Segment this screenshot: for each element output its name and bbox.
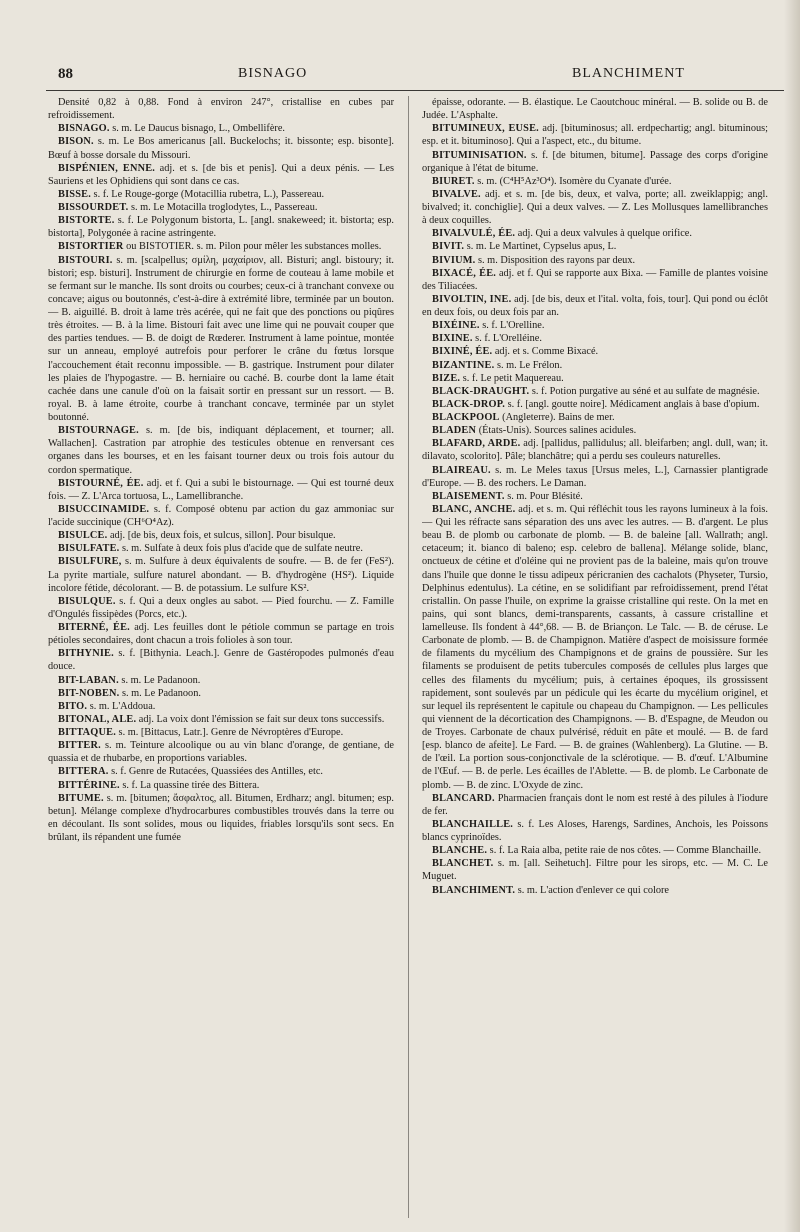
entry-headword: BISULFURE, — [58, 556, 122, 568]
entry-headword: BITTÉRINE. — [58, 779, 120, 791]
dictionary-entry — [422, 857, 768, 883]
entry-headword: BISPÉNIEN, ENNE. — [58, 162, 156, 174]
entry-definition: s. f. La Raia alba, petite raie de nos côtes. — Comme Blanchaille. — [487, 845, 762, 857]
entry-definition: s. f. Potion purgative au séné et au sulfate de magnésie. — [529, 385, 760, 397]
entry-definition: s. m. Le Meles taxus [Ursus meles, L.], Carnassier plantigrade d'Europe. — B. des rochers. Le Daman. — [422, 464, 768, 489]
entry-headword: BLACKPOOL — [432, 412, 500, 423]
dictionary-entry — [48, 713, 394, 726]
dictionary-entry — [422, 503, 768, 792]
entry-headword: BITHYNIE. — [58, 648, 114, 660]
entry-definition: s. m. (C⁴H⁵Az³O⁴). Isomère du Cyanate d'urée. — [474, 175, 672, 187]
entry-definition: s. f. L'Orelléine. — [472, 333, 542, 345]
dictionary-entry — [48, 687, 394, 700]
entry-headword: BLANCHIMENT. — [432, 884, 516, 896]
entry-definition: s. f. L'Orelline. — [479, 320, 545, 332]
entry-definition: adj. [pallidus, pallidulus; all. bleifarben; angl. dull, wan; it. dilavato, scolorito]. Pâle; blanchâtre; qui a perdu ses couleurs naturelles. — [422, 438, 768, 463]
entry-headword: BIVALVULÉ, ÉE. — [432, 228, 516, 240]
entry-definition: adj. [bituminosus; all. erdpechartig; angl. bituminous; esp. et it. bituminoso]. Qui a l'aspect, etc., du bitume. — [422, 123, 768, 148]
entry-definition: adj. et f. Qui se rapporte aux Bixa. — Famille de plantes voisine des Tiliacées. — [422, 267, 768, 292]
entry-definition: s. f. [de bitumen, bitume]. Passage des corps d'origine organique à l'état de bitume. — [422, 149, 768, 174]
dictionary-entry — [48, 96, 394, 122]
entry-headword: BITERNÉ, ÉE. — [58, 622, 130, 633]
header-first-word: BISNAGO — [238, 66, 308, 81]
entry-definition: adj. Qui a deux valvules à quelque orifice. — [515, 228, 692, 240]
dictionary-entry — [48, 214, 394, 240]
entry-headword: BITUMINISATION. — [432, 149, 527, 161]
header-last-word: BLANCHIMENT — [572, 66, 685, 81]
entry-definition: s. f. La quassine tirée des Bittera. — [119, 779, 260, 791]
entry-definition: s. m. Le Padanoon. — [119, 687, 201, 699]
dictionary-entry — [48, 792, 394, 845]
dictionary-entry — [422, 122, 768, 148]
entry-definition: s. f. Genre de Rutacées, Quassiées des Antilles, etc. — [108, 766, 323, 778]
entry-headword: BISON. — [58, 136, 94, 148]
dictionary-entry — [422, 267, 768, 293]
dictionary-entry — [48, 201, 394, 214]
entry-definition: s. m. [bitumen; ἄσφαλτος, all. Bitumen, Erdharz; angl. bitumen; esp. betun]. Mélange complexe d'hydrocarbures combustibles trouvés dans la terre ou en découlant. Ils sont solides, mous ou liquides, friables lorsqu'ils sont secs. En brûlant, ils répandent une fumée — [48, 792, 394, 843]
entry-headword: BLANCHET. — [432, 858, 494, 870]
entry-definition: adj. et s. [de bis et penis]. Qui a deux pénis. — Les Sauriens et les Ophidiens qui sont dans ce cas. — [48, 162, 394, 187]
entry-headword: BIXACÉ, ÉE. — [432, 267, 497, 279]
entry-headword: BLAIREAU. — [432, 464, 491, 476]
right-column — [422, 96, 768, 1226]
entry-definition: s. m. [de bis, indiquant déplacement, et tourner; all. Wallachen]. Castration par atrophie des testicules obtenue en renversant ces organes dans les bourses, et en les faisant tourner deux ou trois fois autour du cordon spermatique. — [48, 425, 394, 476]
entry-definition: adj. et s. Comme Bixacé. — [492, 346, 599, 358]
entry-headword: BISULFATE. — [58, 543, 120, 555]
entry-headword: BIVIUM. — [432, 254, 476, 266]
dictionary-entry — [422, 437, 768, 463]
dictionary-entry — [48, 779, 394, 792]
entry-definition: adj. Les feuilles dont le pétiole commun se partage en trois pétioles secondaires, dont chacun a trois folioles à son tour. — [48, 622, 394, 647]
entry-headword: BLANCHE. — [432, 845, 488, 857]
dictionary-entry — [48, 726, 394, 739]
entry-headword: BISUCCINAMIDE. — [58, 503, 150, 515]
entry-headword: BLAISEMENT. — [432, 490, 505, 502]
entry-definition: s. f. Les Aloses, Harengs, Sardines, Anchois, les Poissons blancs cyprinoïdes. — [422, 818, 768, 843]
dictionary-entry — [48, 700, 394, 713]
dictionary-entry — [422, 332, 768, 345]
entry-headword: BISULCE. — [58, 530, 108, 542]
dictionary-entry — [48, 477, 394, 503]
entry-definition: s. m. Teinture alcoolique ou au vin blanc d'orange, de gentiane, de quassia et de rhubarbe, en proportions variables. — [48, 740, 394, 765]
dictionary-entry — [422, 792, 768, 818]
dictionary-entry — [422, 884, 768, 897]
entry-definition: adj. et s. m. [de bis, deux, et valva, porte; all. zweiklappig; angl. bivalved; it. conchiglie]. Qui a deux valves. — Z. Les Mollusques lamellibranches à deux coquilles. — [422, 188, 768, 227]
entry-headword: BIXINÉ, ÉE. — [432, 346, 493, 358]
entry-headword: BISTORTIER — [58, 241, 124, 253]
dictionary-entry — [422, 844, 768, 857]
entry-headword: BIT-LABAN. — [58, 674, 119, 686]
entry-definition: s. m. [Bittacus, Latr.]. Genre de Névroptères d'Europe. — [115, 727, 344, 738]
entry-definition: (États-Unis). Sources salines acidules. — [476, 425, 637, 437]
entry-definition: s. m. L'Addoua. — [87, 700, 156, 712]
entry-headword: BITTER. — [58, 740, 101, 752]
entry-definition: s. m. Pour Blésité. — [504, 490, 583, 502]
entry-definition: ou BISTOTIER. s. m. Pilon pour mêler les substances molles. — [123, 241, 382, 253]
left-column — [48, 96, 394, 1226]
header-rule — [46, 90, 784, 91]
entry-definition: adj. [de bis, deux fois, et sulcus, sillon]. Pour bisulque. — [107, 530, 336, 542]
entry-definition: s. m. Le Motacilla troglodytes, L., Passereau. — [128, 202, 318, 213]
entry-definition: s. f. Le Rouge-gorge (Motacillia rubetra, L.), Passereau. — [90, 188, 325, 200]
column-divider — [408, 96, 409, 1218]
entry-definition: s. f. Qui a deux ongles au sabot. — Pied fourchu. — Z. Famille d'Ongulés fissipèdes (Porcs, etc.). — [48, 595, 394, 620]
entry-headword: BITONAL, ALE. — [58, 713, 137, 725]
entry-headword: BISSE. — [58, 188, 91, 200]
dictionary-entry — [48, 555, 394, 594]
dictionary-entry — [48, 254, 394, 425]
entry-definition: s. f. Composé obtenu par action du gaz ammoniac sur l'acide succinique (CH⁶O⁴Az). — [48, 503, 394, 528]
dictionary-entry — [48, 162, 394, 188]
entry-definition: adj. et s. m. Qui réfléchit tous les rayons lumineux à la fois. — Qui les réfracte sans séparation des uns avec les autres. — B. d'argent. Le plus beau B. de plomb ou carbonate de plomb. — B. de baleine [all. Wallrath; angl. cetaceum; it. bianco di baleno; esp. celebro de ballena]. Mélange solide, blanc, onctueux de cétine et d'oléine qui ne provient pas de la baleine, mais qu'on trouve dans l'huile que donne le tissu adipeux péricranien des cachalots (Physeter, Tursio, Delphinus edentulus). La cétine, en se solidifiant par refroidissement, prend l'état cristallin. On passe l'huile, on exprime la graisse cristalline qui reste. On la met en pains, qui sont blancs, demi-transparents, cassants, à cassure cristalline et lamelleuse. Ils fondent à 44°,68. — B. de Briançon. Le Talc. — B. de céruse. Le Carbonate de plomb. — B. de Champignon. Matière d'aspect de moisissure formée de filaments du mycélium des Champignons et de grains de poussière. Sur les filaments se produisent de petits tubercules composés de cellules plus larges que celles des filaments du mycélium; puis, à certaines époques, ils grossissent rapidement, sont soulevés par un pédicule qui les écarte du mycélium originel, et sur lequel ils représentent le capitule ou chapeau du Champignon. — Les pellicules qui viennent de la décortication des Champignons. — B. d'Espagne, de Meudon ou de Troyes. Carbonate de chaux pulvérisé, réduit en pâte et moulé. — B. de fard [esp. blanco de afeite]. Le Fard. — B. de graines (Wahlenberg). La Glutine. — B. de l'œil. La portion sous-conjonctivale de la sclérotique. — B. d'œuf. L'Albumine de l'Œuf. — B. de perle. Les écailles de l'Ablette. — B. de plomb. Le Carbonate de plomb. — B. de zinc. L'Oxyde de zinc. — [422, 503, 768, 791]
entry-headword: BIT-NOBEN. — [58, 687, 120, 699]
entry-headword: BISULQUE. — [58, 595, 116, 607]
entry-definition: (Angleterre). Bains de mer. — [499, 412, 615, 423]
dictionary-entry — [422, 319, 768, 332]
dictionary-entry — [422, 818, 768, 844]
page-number: 88 — [58, 66, 73, 82]
entry-definition: s. m. Le Daucus bisnago, L., Ombellifère. — [109, 123, 285, 135]
dictionary-entry — [422, 227, 768, 240]
entry-definition: s. f. [Bithynia. Leach.]. Genre de Gastéropodes pulmonés d'eau douce. — [48, 648, 394, 673]
entry-definition: adj. et f. Qui a subi le bistournage. — Qui est tourné deux fois. — Z. L'Arca tortuosa, L., Lamellibranche. — [48, 477, 394, 502]
entry-headword: BIURET. — [432, 175, 475, 187]
entry-headword: BITUME. — [58, 792, 104, 804]
entry-headword: BIZANTINE. — [432, 359, 495, 371]
dictionary-entry — [422, 188, 768, 227]
entry-headword: BISSOURDET. — [58, 202, 129, 213]
dictionary-entry — [422, 424, 768, 437]
entry-headword: BLANCARD. — [432, 792, 495, 804]
dictionary-entry — [422, 293, 768, 319]
entry-headword: BISTOURNAGE. — [58, 425, 139, 437]
entry-headword: BISTOURNÉ, ÉE. — [58, 477, 144, 489]
entry-headword: BITO. — [58, 700, 88, 712]
dictionary-entry — [48, 240, 394, 253]
entry-definition: s. f. Le petit Maquereau. — [460, 372, 564, 384]
entry-headword: BIXINE. — [432, 333, 473, 345]
entry-definition: adj. [de bis, deux et l'ital. volta, fois, tour]. Qui pond ou éclôt en deux fois, ou deux fois par an. — [422, 293, 768, 318]
dictionary-entry — [422, 411, 768, 424]
entry-definition: s. m. Sulfure à deux équivalents de soufre. — B. de fer (FeS²). La pyrite martiale, sulfure naturel abondant. — B. d'hydrogène (HS²). Liquide incolore fétide, décolorant. — B. de potassium. Le sulfure KS². — [48, 556, 394, 594]
dictionary-entry — [422, 464, 768, 490]
entry-definition: s. m. Disposition des rayons par deux. — [475, 254, 636, 266]
entry-headword: BLADEN — [432, 425, 477, 437]
dictionary-entry — [48, 135, 394, 161]
dictionary-entry — [48, 647, 394, 673]
dictionary-entry — [48, 503, 394, 529]
entry-headword: BITTAQUE. — [58, 727, 116, 738]
dictionary-entry — [422, 372, 768, 385]
page-edge-shadow — [784, 0, 800, 1232]
dictionary-entry — [422, 385, 768, 398]
entry-definition: s. m. L'action d'enlever ce qui colore — [515, 884, 669, 896]
dictionary-entry — [48, 674, 394, 687]
entry-definition: s. m. Le Frélon. — [494, 359, 563, 371]
entry-definition: épaisse, odorante. — B. élastique. Le Caoutchouc minéral. — B. solide ou B. de Judée. L'Asphalte. — [422, 97, 768, 122]
entry-definition: Densité 0,82 à 0,88. Fond à environ 247°, cristallise en cubes par refroidissement. — [48, 97, 394, 122]
entry-headword: BISNAGO. — [58, 123, 110, 135]
entry-headword: BIVOLTIN, INE. — [432, 293, 512, 305]
dictionary-entry — [422, 175, 768, 188]
dictionary-entry — [48, 542, 394, 555]
running-header — [0, 66, 800, 88]
entry-headword: BIVIT. — [432, 241, 465, 253]
dictionary-entry — [422, 240, 768, 253]
entry-headword: BLANC, ANCHE. — [432, 503, 516, 515]
dictionary-entry — [48, 529, 394, 542]
dictionary-entry — [422, 149, 768, 175]
entry-definition: s. m. Le Bos americanus [all. Buckelochs; it. bissonte; esp. bisonte]. Bœuf à bosse dorsale du Missouri. — [48, 136, 394, 161]
dictionary-entry — [48, 765, 394, 778]
entry-headword: BISTOURI. — [58, 254, 113, 266]
entry-definition: s. f. Le Polygonum bistorta, L. [angl. snakeweed; it. bistorta; esp. bistorta], Polygonée à racine astringente. — [48, 215, 394, 240]
entry-definition: s. m. Le Padanoon. — [118, 674, 201, 686]
dictionary-entry — [422, 490, 768, 503]
entry-headword: BIXÉINE. — [432, 320, 480, 332]
dictionary-entry — [422, 345, 768, 358]
entry-definition: s. m. Sulfate à deux fois plus d'acide que de sulfate neutre. — [119, 543, 363, 555]
entry-headword: BISTORTE. — [58, 215, 115, 227]
entry-headword: BITTERA. — [58, 766, 109, 778]
entry-headword: BLANCHAILLE. — [432, 818, 514, 830]
dictionary-entry — [48, 424, 394, 477]
entry-definition: s. f. [angl. goutte noire]. Médicament anglais à base d'opium. — [505, 398, 760, 410]
dictionary-entry — [422, 96, 768, 122]
dictionary-entry — [422, 254, 768, 267]
dictionary-entry — [422, 359, 768, 372]
dictionary-entry — [48, 122, 394, 135]
dictionary-entry — [48, 621, 394, 647]
entry-headword: BIZE. — [432, 372, 461, 384]
dictionary-entry — [48, 739, 394, 765]
dictionary-entry — [422, 398, 768, 411]
entry-definition: s. m. [all. Seihetuch]. Filtre pour les sirops, etc. — M. C. Le Muguet. — [422, 858, 768, 883]
dictionary-entry — [48, 595, 394, 621]
entry-definition: s. m. Le Martinet, Cypselus apus, L. — [464, 241, 617, 253]
entry-headword: BLAFARD, ARDE. — [432, 438, 521, 450]
entry-headword: BLACK-DROP. — [432, 398, 506, 410]
entry-headword: BITUMINEUX, EUSE. — [432, 123, 539, 135]
entry-headword: BLACK-DRAUGHT. — [432, 385, 530, 397]
entry-definition: adj. La voix dont l'émission se fait sur deux tons successifs. — [136, 713, 385, 725]
entry-definition: Pharmacien français dont le nom est resté à des pilules à l'iodure de fer. — [422, 792, 768, 817]
entry-definition: s. m. [scalpellus; σμίλη, μαχαίριον, all. Bisturi; angl. bistoury; it. bistori; esp. bisturi]. Instrument de chirurgie en forme de couteau à lame mobile et se fermant sur le manche. Ils sont droits ou courbes; ceux-ci à tranchant convexe ou concave; aigus ou boutonnés, c'est-à-dire à extrémité libre, terminée par un bouton. — B. aiguillé. B. droit à lame très acérée, qui ne fait que des ponctions ou piqûres très étroites. — B. à la lime. Bistouri fait avec une lime qui ne pouvait couper que des parties tendues. — B. de doigt de Rœderer. Instrument à lame pointue, montée sur un anneau, employé autrefois pour perforer le crâne du fœtus lorsque l'accouchement était reconnu impossible. — B. gastrique. Instrument pour dilater les plaies de l'hypogastre. — B. herniaire ou caché. B. courbe dont la lame était cachée dans une canule d'où on la faisait sortir en pressant sur un ressort. — B. royal. B. à lame étroite, courbe à tranchant concave, terminée par un stylet boutonné. — [48, 254, 394, 423]
dictionary-entry — [48, 188, 394, 201]
entry-headword: BIVALVE. — [432, 188, 481, 200]
